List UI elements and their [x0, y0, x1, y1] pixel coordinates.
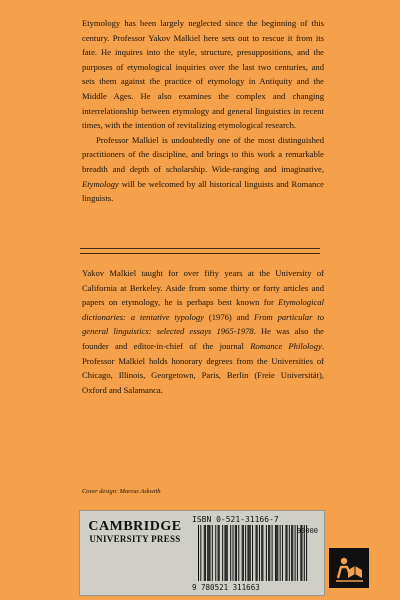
- bio-text-3: . He was also the founder and editor-in-chief of the journal: [82, 326, 324, 351]
- barcode-bar: [204, 525, 205, 581]
- isbn-text: ISBN 0-521-31166-7: [192, 515, 279, 524]
- barcode-bar: [282, 525, 283, 581]
- barcode-bar: [259, 525, 260, 581]
- barcode-bar: [208, 525, 209, 581]
- barcode-bar: [257, 525, 258, 581]
- divider-top: [80, 248, 320, 249]
- barcode-bar: [287, 525, 288, 581]
- author-bio-paragraph: [82, 266, 324, 397]
- barcode-bar: [235, 525, 236, 581]
- barcode-bar: [198, 525, 199, 581]
- barcode-bar: [247, 525, 248, 581]
- barcode-bar: [277, 525, 278, 581]
- barcode-bar: [261, 525, 262, 581]
- barcode-bar: [245, 525, 246, 581]
- barcode-bar: [262, 525, 263, 581]
- barcode-bar: [266, 525, 267, 581]
- barcode-bar: [222, 525, 223, 581]
- back-cover-blurb: [82, 16, 324, 206]
- barcode-bar: [256, 525, 257, 581]
- blurb-p2-end: will be welcomed by all historical linguists and Romance linguists.: [82, 178, 324, 204]
- book-title: Etymology: [82, 178, 119, 189]
- barcode-bar: [289, 525, 290, 581]
- barcode-bar: [242, 525, 243, 581]
- blurb-paragraph-2: [82, 133, 324, 206]
- barcode-bar: [252, 525, 253, 581]
- barcode-bar: [236, 525, 237, 581]
- barcode-bar: [227, 525, 228, 581]
- divider-bottom: [80, 253, 320, 254]
- barcode-bar: [218, 525, 219, 581]
- barcode-bar: [291, 525, 292, 581]
- barcode-bar: [200, 525, 201, 581]
- barcode-bar: [295, 525, 296, 581]
- barcode-bar: [272, 525, 273, 581]
- barcode-bar: [219, 525, 220, 581]
- cover-design-credit: Cover design: Marcus Askwith: [82, 488, 161, 495]
- barcode-bar: [275, 525, 276, 581]
- bio-title-2: From particular to general linguistics: selected essays 1965-1978: [82, 311, 324, 337]
- barcode-bars: [198, 525, 308, 583]
- ean-digits: 9 780521 311663: [192, 583, 260, 592]
- barcode-bar: [292, 525, 293, 581]
- bio-text-1: Yakov Malkiel taught for over fifty years at the University of California at Berkeley. Aside from some thirty or forty articles and papers on etymology, he is perhaps best known for: [82, 268, 324, 308]
- blurb-p2-text: Professor Malkiel is undoubtedly one of the most distinguished practitioners of the discipline, and brings to this work a remarkable breadth and depth of scholarship. Wide-ranging and imaginative,: [82, 134, 324, 174]
- barcode-bar: [276, 525, 277, 581]
- barcode-bar: [224, 525, 225, 581]
- bio-title-3: Romance Philology: [250, 340, 322, 351]
- barcode-bar: [268, 525, 269, 581]
- barcode-bar: [210, 525, 211, 581]
- barcode-bar: [285, 525, 286, 581]
- publisher-imprint: [86, 519, 184, 545]
- barcode-bar: [243, 525, 244, 581]
- barcode-bar: [226, 525, 227, 581]
- barcode-bar: [212, 525, 213, 581]
- barcode-bar: [207, 525, 208, 581]
- publisher-subname: UNIVERSITY PRESS: [89, 534, 181, 544]
- author-bio: [82, 266, 324, 397]
- barcode-bar: [269, 525, 270, 581]
- barcode-bar: [233, 525, 234, 581]
- barcode-bar: [238, 525, 239, 581]
- barcode-bar: [250, 525, 251, 581]
- barcode-bar: [215, 525, 216, 581]
- blurb-paragraph-1: Etymology has been largely neglected since the beginning of this century. Professor Yakov Malkiel here sets out to rescue it from its fate. He inquires into the style, structure, presuppositions, and the purposes of etymological inquiries over the last two centuries, and sets them against the practice of etymology in Antiquity and the Middle Ages. He also examines the complex and changing interrelationship between etymology and general linguistics in recent times, with the intention of revitalizing etymological research.: [82, 18, 324, 131]
- bio-text-4: . Professor Malkiel holds honorary degrees from the Universities of Chicago, Illinois, Georgetown, Paris, Berlin (Freie Universität), Oxford and Salamanca.: [82, 340, 324, 395]
- barcode-bar: [205, 525, 206, 581]
- barcode-bar: [249, 525, 250, 581]
- bio-text-2: (1976) and: [204, 311, 254, 322]
- bio-title-1: Etymological dictionaries: a tentative typology: [82, 297, 324, 322]
- publisher-name: CAMBRIDGE: [88, 519, 182, 534]
- reader-with-book-icon: [329, 548, 369, 588]
- barcode-panel: [79, 510, 325, 596]
- barcode-bar: [280, 525, 281, 581]
- barcode-bar: [230, 525, 231, 581]
- price-code: 90000: [296, 527, 318, 535]
